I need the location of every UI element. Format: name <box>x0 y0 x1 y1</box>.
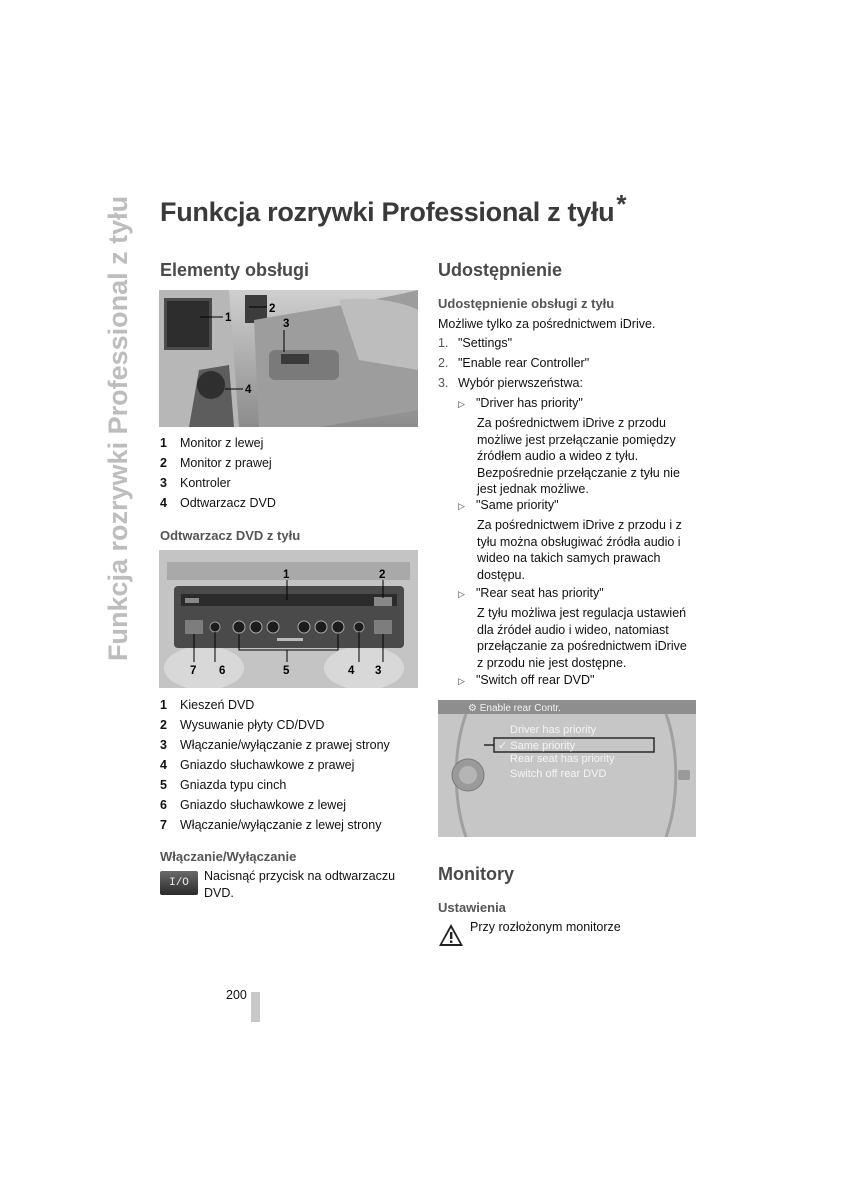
option-switch-off: ▷ "Switch off rear DVD" <box>458 672 594 690</box>
list-item: 5 Gniazda typu cinch <box>160 778 287 792</box>
idrive-header: ⚙ Enable rear Contr. <box>468 703 561 714</box>
dvd-list <box>160 695 390 835</box>
photo2-label-1: 1 <box>283 569 290 581</box>
list-item: 6 Gniazdo słuchawkowe z lewej <box>160 798 347 812</box>
option-rear-priority: ▷ "Rear seat has priority" <box>458 585 604 603</box>
idrive-menu-item[interactable]: Rear seat has priority <box>510 753 615 765</box>
bullet-triangle-icon: ▷ <box>458 399 465 409</box>
on-off-button-icon: I/O <box>160 871 198 895</box>
idrive-menu-item[interactable]: Driver has priority <box>510 724 597 736</box>
onoff-text: Nacisnąć przycisk na odtwarzaczu DVD. <box>204 869 396 900</box>
list-item: 4 Gniazdo słuchawkowe z prawej <box>160 758 355 772</box>
warning-text: Przy rozłożonym monitorze <box>470 920 621 934</box>
release-intro: Możliwe tylko za pośrednictwem iDrive. <box>438 317 656 331</box>
photo2-label-2: 2 <box>379 569 386 581</box>
photo2-label-5: 5 <box>283 665 290 677</box>
photo1-label-1: 1 <box>225 312 232 324</box>
page-marker-bar <box>251 992 260 1022</box>
option-driver-priority-desc: Za pośrednictwem iDrive z przodu możliwe jest przełączanie pomiędzy źródłem audio a wideo z tyłu. Bezpośrednie przełączanie z tyłu nie jest jednak możliwe. <box>477 416 680 496</box>
page-number: 200 <box>226 988 247 1002</box>
list-item: 7 Włączanie/wyłączanie z lewej strony <box>160 818 382 832</box>
photo2-label-7: 7 <box>190 665 197 677</box>
checkmark-icon: ✓ <box>498 740 508 752</box>
onoff-heading: Włączanie/Wyłączanie <box>160 849 297 864</box>
settings-icon: ⚙ <box>468 703 477 714</box>
step-item: 1. "Settings" <box>438 336 513 350</box>
list-item: 2 Monitor z prawej <box>160 456 272 470</box>
list-item: 4 Odtwarzacz DVD <box>160 496 276 510</box>
list-item: 1 Kieszeń DVD <box>160 698 255 712</box>
list-item: 1 Monitor z lewej <box>160 436 264 450</box>
idrive-menu-item-selected[interactable]: ✓ Same priority <box>498 740 576 752</box>
release-subheading: Udostępnienie obsługi z tyłu <box>438 296 615 311</box>
list-item: 3 Kontroler <box>160 476 231 490</box>
option-driver-priority: ▷ "Driver has priority" <box>458 395 583 413</box>
optional-equipment-star: * <box>616 189 627 219</box>
bullet-triangle-icon: ▷ <box>458 589 465 599</box>
page-title <box>160 189 627 228</box>
list-item: 3 Włączanie/wyłączanie z prawej strony <box>160 738 390 752</box>
photo1-label-2: 2 <box>269 303 276 315</box>
warning-icon <box>438 922 464 948</box>
idrive-screen <box>438 700 696 837</box>
controls-list <box>160 433 276 513</box>
photo1-label-4: 4 <box>245 384 252 396</box>
page-title-text: Funkcja rozrywki Professional z tyłu <box>160 197 615 227</box>
release-heading: Udostępnienie <box>438 260 563 280</box>
idrive-menu-item[interactable]: Switch off rear DVD <box>510 768 607 780</box>
step-item: 2. "Enable rear Controller" <box>438 356 590 370</box>
monitors-heading: Monitory <box>438 864 514 884</box>
bullet-triangle-icon: ▷ <box>458 676 465 686</box>
steps-list <box>438 333 589 393</box>
bullet-triangle-icon: ▷ <box>458 501 465 511</box>
dvd-heading: Odtwarzacz DVD z tyłu <box>160 528 301 543</box>
dvd-player-photo <box>159 550 418 688</box>
settings-subheading: Ustawienia <box>438 900 506 915</box>
controls-heading: Elementy obsługi <box>160 260 310 280</box>
option-same-priority-desc: Za pośrednictwem iDrive z przodu i z tyłu można obsługiwać źródła audio i wideo na takich samych prawach dostępu. <box>477 518 682 582</box>
photo2-label-6: 6 <box>219 665 226 677</box>
photo2-label-4: 4 <box>348 665 355 677</box>
step-item: 3. Wybór pierwszeństwa: <box>438 376 583 390</box>
photo1-label-3: 3 <box>283 318 290 330</box>
rear-seat-photo <box>159 290 418 427</box>
list-item: 2 Wysuwanie płyty CD/DVD <box>160 718 325 732</box>
side-section-title: Funkcja rozrywki Professional z tyłu <box>103 195 133 661</box>
option-rear-priority-desc: Z tyłu możliwa jest regulacja ustawień dla źródeł audio i wideo, natomiast przełączanie za pośrednictwem iDrive z przodu nie jest dostępne. <box>477 606 687 670</box>
photo2-label-3: 3 <box>375 665 382 677</box>
option-same-priority: ▷ "Same priority" <box>458 497 559 515</box>
